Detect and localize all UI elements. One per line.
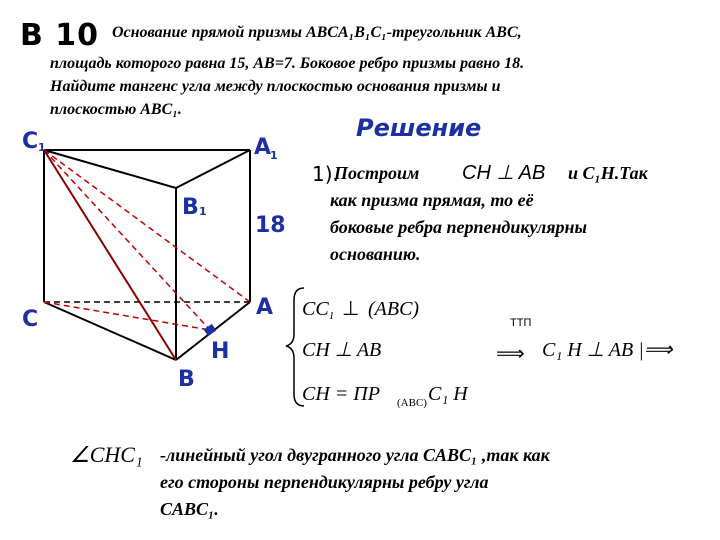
- problem-line-1: Основание прямой призмы ABCA₁B₁C₁-треугольник ABC,: [112, 24, 522, 41]
- line-c-h: [44, 302, 210, 330]
- angle-notation: ∠CHC₁: [70, 442, 143, 467]
- eq-1-left: $CC_1$: [302, 298, 335, 322]
- label-a1: A: [254, 135, 272, 160]
- label-a: A: [256, 295, 274, 320]
- label-c1: C: [22, 129, 39, 154]
- ttp-label: ТТП: [510, 317, 532, 329]
- point-h-marker: [204, 324, 217, 336]
- line-c1-a: [44, 150, 250, 302]
- eq-2: CH ⊥ AB: [302, 339, 382, 361]
- eq-3-sub: (ABC): [397, 397, 427, 409]
- label-c1-sub: 1: [38, 141, 46, 154]
- label-b1-sub: 1: [199, 205, 207, 218]
- step-1-line-2: как призма прямая, то её: [330, 190, 534, 210]
- conclusion-line-1: -линейный угол двугранного угла CABC₁ ,так как: [160, 445, 550, 465]
- step-1-line-4: основанию.: [330, 244, 421, 264]
- implies-arrow: ⟹: [496, 343, 525, 365]
- step-1-word: Построим: [334, 163, 420, 183]
- label-edge-length: 18: [255, 213, 286, 238]
- step-1-line-3: боковые ребра перпендикулярны: [330, 217, 587, 237]
- solution-heading: Решение: [356, 114, 482, 142]
- prism-figure: [0, 0, 300, 400]
- conclusion-line-3: CABC₁.: [160, 499, 219, 519]
- conclusion-formula: C₁ H ⊥ AB |⟹: [542, 339, 673, 361]
- label-c: C: [22, 307, 39, 332]
- edge-c-b: [44, 302, 176, 360]
- label-b: B: [178, 367, 195, 392]
- problem-line-3: Найдите тангенс угла между плоскостью основания призмы и: [50, 78, 501, 95]
- problem-line-2: площадь которого равна 15, AB=7. Боковое ребро призмы равно 18.: [50, 55, 525, 72]
- conclusion-line-2: его стороны перпендикулярны ребру угла: [160, 472, 489, 492]
- eq-1-perp: ⊥: [342, 298, 360, 320]
- eq-3-right: C₁ H: [428, 383, 468, 405]
- step-1-formula: CH ⊥ AB: [462, 162, 546, 184]
- eq-1-right: (ABC): [368, 298, 420, 320]
- label-a1-sub: 1: [270, 149, 278, 162]
- line-c1-h: [44, 150, 210, 330]
- label-h: H: [211, 339, 230, 364]
- problem-number: B 10: [20, 18, 100, 53]
- problem-line-4: плоскостью ABC₁.: [50, 101, 182, 118]
- edge-b1-a1: [176, 150, 250, 188]
- equation-system: [280, 282, 710, 422]
- step-number: 1).: [312, 162, 339, 186]
- label-b1: B: [182, 195, 199, 220]
- step-1-rest: и C₁H.Так: [568, 163, 648, 183]
- eq-3-left: CH = ПР: [302, 383, 380, 405]
